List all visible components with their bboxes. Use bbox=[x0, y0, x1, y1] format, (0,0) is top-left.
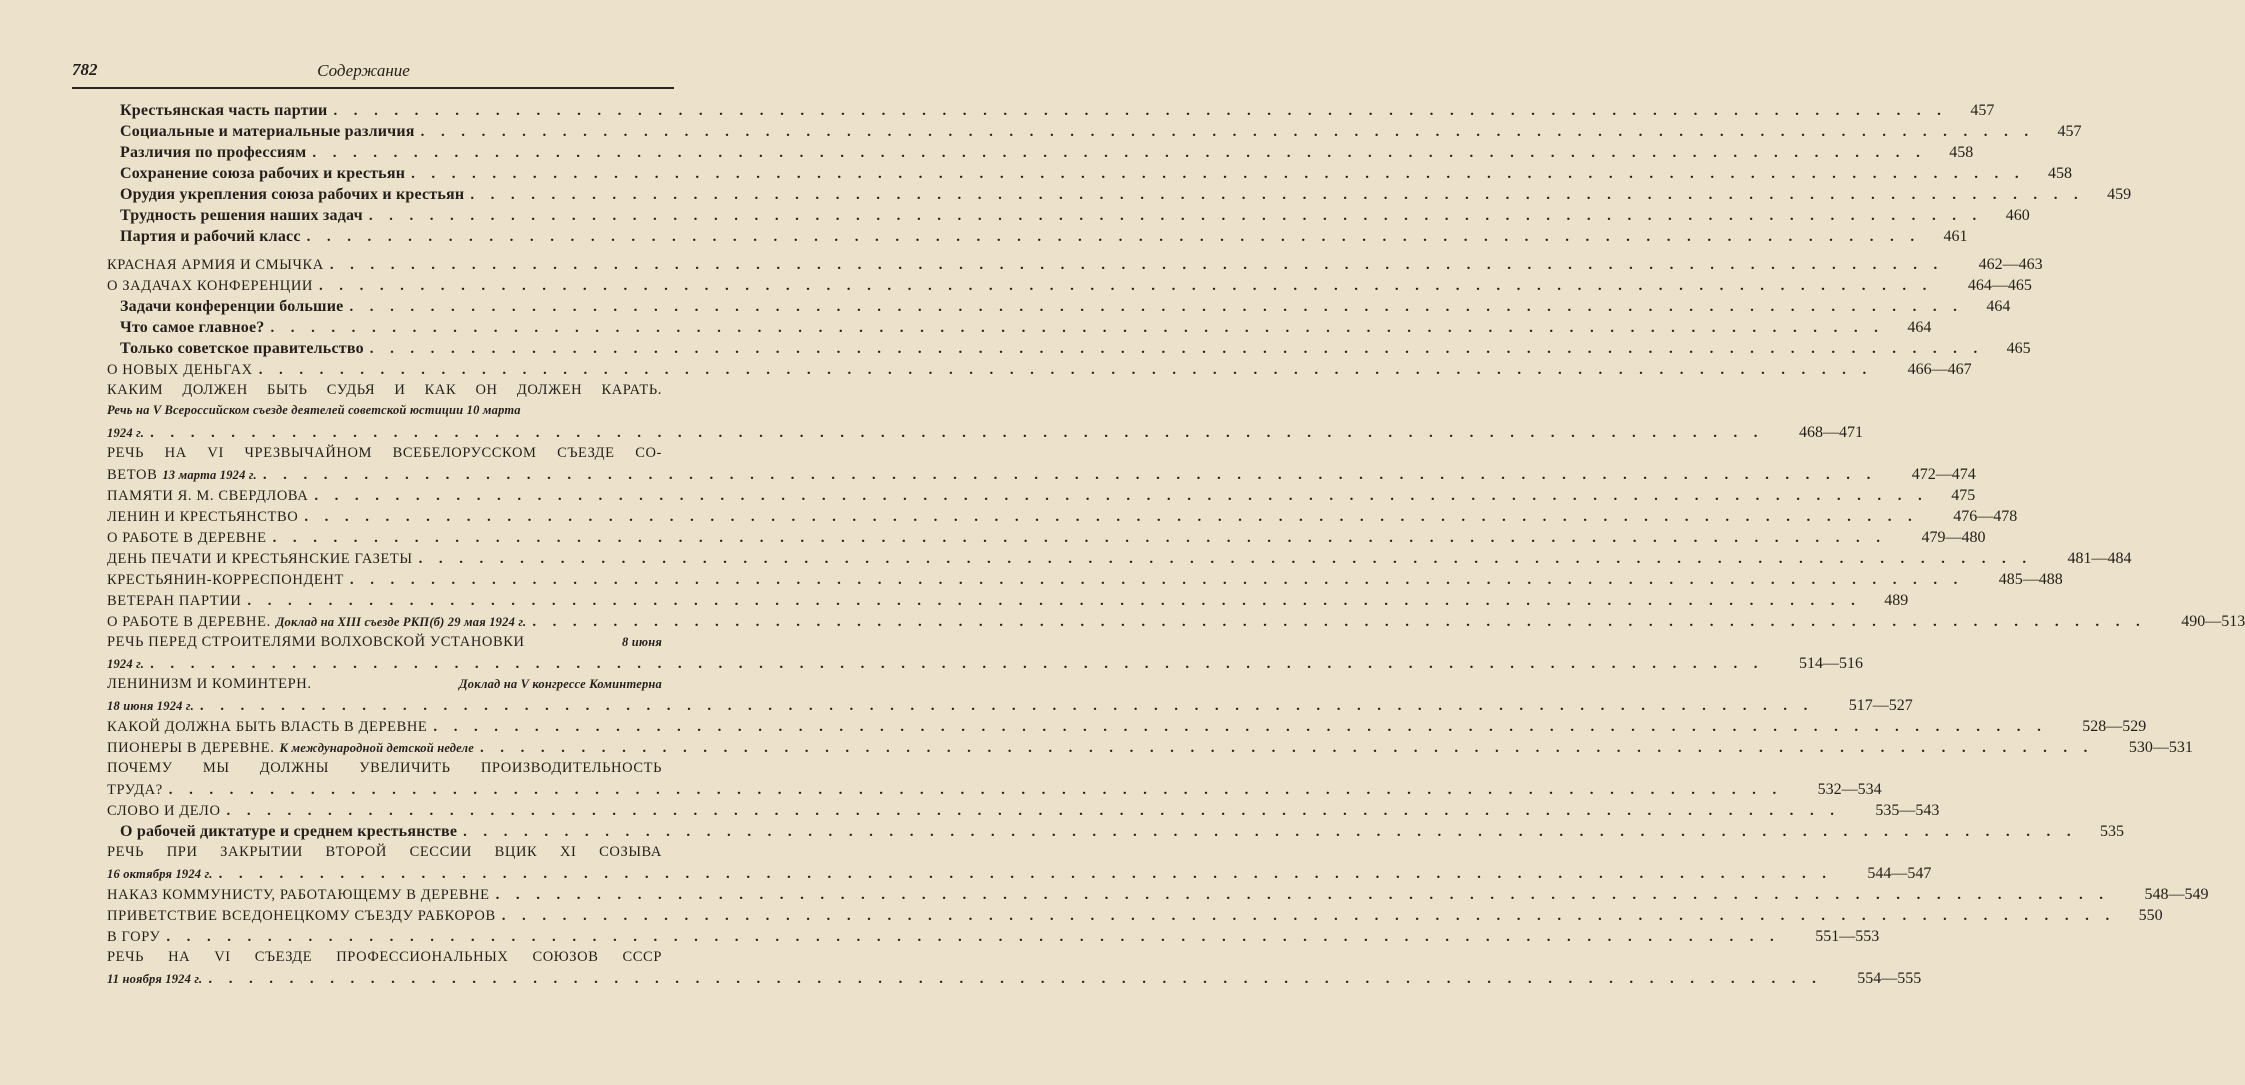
entry-title: РЕЧЬ ПРИ ЗАКРЫТИИ ВТОРОЙ СЕССИИ ВЦИК XI СОЗЫВА bbox=[107, 844, 662, 860]
toc-entry-line bbox=[107, 361, 1972, 382]
toc-entry-line bbox=[107, 298, 2011, 319]
leader-dots: . . . . . . . . . . . . . . . . . . . . . . . . . . . . . . . . . . . . . . . . . . . . . . . . . . . . . . . . . . . . . . . . . . . . . . . . . . . . . . . . bbox=[411, 166, 2025, 182]
entry-pages: 517—527 bbox=[1848, 697, 1913, 714]
toc-entry-line bbox=[107, 207, 2030, 228]
toc-entry[interactable] bbox=[107, 228, 1968, 249]
entry-pages: 472—474 bbox=[1911, 466, 1976, 483]
toc-entry-line bbox=[107, 571, 2063, 592]
page-number: 782 bbox=[72, 60, 98, 79]
leader-dots: . . . . . . . . . . . . . . . . . . . . . . . . . . . . . . . . . . . . . . . . . . . . . . . . . . . . . . . . . . . . . . . . . . . . . . . . . . . . . . . . bbox=[226, 803, 1841, 819]
entry-title: ВЕТОВ bbox=[107, 467, 158, 483]
leader-dots: . . . . . . . . . . . . . . . . . . . . . . . . . . . . . . . . . . . . . . . . . . . . . . . . . . . . . . . . . . . . . . . . . . . . . . . . . . . . . . . . bbox=[262, 467, 1877, 483]
toc-entry[interactable] bbox=[107, 760, 1882, 802]
toc-entry-line bbox=[107, 907, 2163, 928]
leader-dots: . . . . . . . . . . . . . . . . . . . . . . . . . . . . . . . . . . . . . . . . . . . . . . . . . . . . . . . . . . . . . . . . . . . . . . . . . . . . . . . . bbox=[150, 656, 1764, 672]
entry-title: ПИОНЕРЫ В ДЕРЕВНЕ. bbox=[107, 740, 275, 756]
toc-entry[interactable] bbox=[107, 802, 1940, 823]
entry-pages: 514—516 bbox=[1798, 655, 1863, 672]
toc-entry-line bbox=[107, 466, 1976, 487]
leader-dots: . . . . . . . . . . . . . . . . . . . . . . . . . . . . . . . . . . . . . . . . . . . . . . . . . . . . . . . . . . . . . . . . . . . . . . . . . . . . . . . . bbox=[270, 320, 1885, 336]
leader-dots: . . . . . . . . . . . . . . . . . . . . . . . . . . . . . . . . . . . . . . . . . . . . . . . . . . . . . . . . . . . . . . . . . . . . . . . . . . . . . . . . bbox=[329, 257, 1944, 273]
entry-pages: 530—531 bbox=[2128, 739, 2193, 756]
leader-dots: . . . . . . . . . . . . . . . . . . . . . . . . . . . . . . . . . . . . . . . . . . . . . . . . . . . . . . . . . . . . . . . . . . . . . . . . . . . . . . . . bbox=[501, 908, 2116, 924]
leader-dots: . . . . . . . . . . . . . . . . . . . . . . . . . . . . . . . . . . . . . . . . . . . . . . . . . . . . . . . . . . . . . . . . . . . . . . . . . . . . . . . . bbox=[312, 145, 1927, 161]
toc-entry-line bbox=[107, 760, 662, 781]
entry-title: ТРУДА? bbox=[107, 782, 163, 798]
toc-entry-line bbox=[107, 718, 2147, 739]
toc-entry[interactable] bbox=[107, 144, 1974, 165]
leader-dots: . . . . . . . . . . . . . . . . . . . . . . . . . . . . . . . . . . . . . . . . . . . . . . . . . . . . . . . . . . . . . . . . . . . . . . . . . . . . . . . . bbox=[532, 614, 2147, 630]
toc-entry-line bbox=[107, 823, 2124, 844]
entry-pages: 550 bbox=[2138, 907, 2163, 924]
toc-entry[interactable] bbox=[107, 340, 2031, 361]
entry-pages: 475 bbox=[1951, 487, 1976, 504]
toc-entry-line bbox=[107, 949, 662, 970]
entry-note: К международной детской неделе bbox=[279, 741, 474, 755]
toc-entry[interactable] bbox=[107, 571, 2063, 592]
toc-entry-line bbox=[107, 256, 2043, 277]
leader-dots: . . . . . . . . . . . . . . . . . . . . . . . . . . . . . . . . . . . . . . . . . . . . . . . . . . . . . . . . . . . . . . . . . . . . . . . . . . . . . . . . bbox=[258, 362, 1873, 378]
toc-entry[interactable] bbox=[107, 634, 1863, 676]
entry-title: Задачи конференции большие bbox=[120, 298, 344, 315]
toc-entry[interactable] bbox=[107, 718, 2147, 739]
leader-dots: . . . . . . . . . . . . . . . . . . . . . . . . . . . . . . . . . . . . . . . . . . . . . . . . . . . . . . . . . . . . . . . . . . . . . . . . . . . . . . . . bbox=[349, 572, 1964, 588]
leader-dots: . . . . . . . . . . . . . . . . . . . . . . . . . . . . . . . . . . . . . . . . . . . . . . . . . . . . . . . . . . . . . . . . . . . . . . . . . . . . . . . . bbox=[418, 551, 2033, 567]
leader-dots: . . . . . . . . . . . . . . . . . . . . . . . . . . . . . . . . . . . . . . . . . . . . . . . . . . . . . . . . . . . . . . . . . . . . . . . . . . . . . . . . bbox=[208, 971, 1823, 987]
leader-dots: . . . . . . . . . . . . . . . . . . . . . . . . . . . . . . . . . . . . . . . . . . . . . . . . . . . . . . . . . . . . . . . . . . . . . . . . . . . . . . . . bbox=[333, 103, 1948, 119]
entry-title: О РАБОТЕ В ДЕРЕВНЕ bbox=[107, 530, 267, 546]
toc-entry-line bbox=[107, 592, 1909, 613]
entry-note: Доклад на V конгрессе Коминтерна bbox=[459, 677, 662, 691]
toc-entry-line bbox=[107, 802, 1940, 823]
leader-dots: . . . . . . . . . . . . . . . . . . . . . . . . . . . . . . . . . . . . . . . . . . . . . . . . . . . . . . . . . . . . . . . . . . . . . . . . . . . . . . . . bbox=[247, 593, 1862, 609]
toc-entry[interactable] bbox=[107, 676, 1913, 718]
entry-title: ЛЕНИНИЗМ И КОМИНТЕРН. bbox=[107, 676, 312, 692]
entry-pages: 458 bbox=[1949, 144, 1974, 161]
toc-entry[interactable] bbox=[107, 508, 2018, 529]
entry-title: Крестьянская часть партии bbox=[120, 102, 328, 119]
entry-note: 1924 г. bbox=[107, 657, 145, 671]
toc-entry[interactable] bbox=[107, 165, 2072, 186]
leader-dots: . . . . . . . . . . . . . . . . . . . . . . . . . . . . . . . . . . . . . . . . . . . . . . . . . . . . . . . . . . . . . . . . . . . . . . . . . . . . . . . . bbox=[368, 208, 1983, 224]
toc-entry-line bbox=[107, 319, 1932, 340]
entry-title: Что самое главное? bbox=[120, 319, 265, 336]
leader-dots: . . . . . . . . . . . . . . . . . . . . . . . . . . . . . . . . . . . . . . . . . . . . . . . . . . . . . . . . . . . . . . . . . . . . . . . . . . . . . . . . bbox=[150, 425, 1764, 441]
leader-dots: . . . . . . . . . . . . . . . . . . . . . . . . . . . . . . . . . . . . . . . . . . . . . . . . . . . . . . . . . . . . . . . . . . . . . . . . . . . . . . . . bbox=[433, 719, 2048, 735]
leader-dots: . . . . . . . . . . . . . . . . . . . . . . . . . . . . . . . . . . . . . . . . . . . . . . . . . . . . . . . . . . . . . . . . . . . . . . . . . . . . . . . . bbox=[318, 278, 1933, 294]
toc-entry[interactable] bbox=[107, 928, 1880, 949]
entry-note: 18 июня 1924 г. bbox=[107, 699, 194, 713]
entry-pages: 551—553 bbox=[1815, 928, 1880, 945]
entry-title: Сохранение союза рабочих и крестьян bbox=[120, 165, 406, 182]
toc-entry-line bbox=[107, 676, 662, 697]
toc-entry-line bbox=[107, 655, 1863, 676]
entry-title: В ГОРУ bbox=[107, 929, 161, 945]
entry-title: Партия и рабочий класс bbox=[120, 228, 301, 245]
entry-pages: 535—543 bbox=[1875, 802, 1940, 819]
entry-title: КРЕСТЬЯНИН-КОРРЕСПОНДЕНТ bbox=[107, 572, 344, 588]
entry-title: ПАМЯТИ Я. М. СВЕРДЛОВА bbox=[107, 488, 309, 504]
toc-entry-line bbox=[107, 102, 1995, 123]
toc-entry[interactable] bbox=[107, 445, 1976, 487]
toc-entry-line bbox=[107, 186, 2132, 207]
leader-dots: . . . . . . . . . . . . . . . . . . . . . . . . . . . . . . . . . . . . . . . . . . . . . . . . . . . . . . . . . . . . . . . . . . . . . . . . . . . . . . . . bbox=[420, 124, 2035, 140]
entry-note: 11 ноября 1924 г. bbox=[107, 972, 203, 986]
entry-pages: 464—465 bbox=[1967, 277, 2032, 294]
entry-note: Речь на V Всероссийском съезде деятелей советской юстиции 10 марта bbox=[107, 403, 521, 417]
toc-entry[interactable] bbox=[107, 739, 2193, 760]
toc-entry[interactable] bbox=[107, 529, 1986, 550]
toc-entry[interactable] bbox=[107, 361, 1972, 382]
entry-title: Различия по профессиям bbox=[120, 144, 307, 161]
entry-title: Социальные и материальные различия bbox=[120, 123, 415, 140]
entry-title: Орудия укрепления союза рабочих и крестьян bbox=[120, 186, 465, 203]
entry-title: Трудность решения наших задач bbox=[120, 207, 363, 224]
toc-entry-line bbox=[107, 340, 2031, 361]
entry-pages: 465 bbox=[2006, 340, 2031, 357]
toc-entry-line bbox=[107, 508, 2018, 529]
leader-dots: . . . . . . . . . . . . . . . . . . . . . . . . . . . . . . . . . . . . . . . . . . . . . . . . . . . . . . . . . . . . . . . . . . . . . . . . . . . . . . . . bbox=[304, 509, 1919, 525]
toc-entry-line bbox=[107, 739, 2193, 760]
entry-title: КРАСНАЯ АРМИЯ И СМЫЧКА bbox=[107, 257, 324, 273]
entry-pages: 532—534 bbox=[1817, 781, 1882, 798]
leader-dots: . . . . . . . . . . . . . . . . . . . . . . . . . . . . . . . . . . . . . . . . . . . . . . . . . . . . . . . . . . . . . . . . . . . . . . . . . . . . . . . . bbox=[218, 866, 1833, 882]
header-rule bbox=[72, 87, 674, 89]
toc-entry[interactable] bbox=[107, 907, 2163, 928]
toc-entry-line bbox=[107, 613, 2245, 634]
toc-entry[interactable] bbox=[107, 123, 2082, 144]
entry-note: 16 октября 1924 г. bbox=[107, 867, 213, 881]
toc-entry[interactable] bbox=[107, 550, 2132, 571]
toc-entry[interactable] bbox=[107, 844, 1932, 886]
entry-title: О НОВЫХ ДЕНЬГАХ bbox=[107, 362, 253, 378]
toc-entry-line bbox=[107, 928, 1880, 949]
entry-pages: 490—513 bbox=[2181, 613, 2245, 630]
entry-note: 8 июня bbox=[621, 635, 662, 649]
toc-entry[interactable] bbox=[107, 613, 2245, 634]
entry-pages: 460 bbox=[2005, 207, 2030, 224]
leader-dots: . . . . . . . . . . . . . . . . . . . . . . . . . . . . . . . . . . . . . . . . . . . . . . . . . . . . . . . . . . . . . . . . . . . . . . . . . . . . . . . . bbox=[272, 530, 1887, 546]
leader-dots: . . . . . . . . . . . . . . . . . . . . . . . . . . . . . . . . . . . . . . . . . . . . . . . . . . . . . . . . . . . . . . . . . . . . . . . . . . . . . . . . bbox=[470, 187, 2085, 203]
entry-title: Только советское правительство bbox=[120, 340, 364, 357]
leader-dots: . . . . . . . . . . . . . . . . . . . . . . . . . . . . . . . . . . . . . . . . . . . . . . . . . . . . . . . . . . . . . . . . . . . . . . . . . . . . . . . . bbox=[166, 929, 1781, 945]
leader-dots: . . . . . . . . . . . . . . . . . . . . . . . . . . . . . . . . . . . . . . . . . . . . . . . . . . . . . . . . . . . . . . . . . . . . . . . . . . . . . . . . bbox=[349, 299, 1964, 315]
entry-title: НАКАЗ КОММУНИСТУ, РАБОТАЮЩЕМУ В ДЕРЕВНЕ bbox=[107, 887, 490, 903]
toc-entry-line bbox=[107, 403, 662, 424]
leader-dots: . . . . . . . . . . . . . . . . . . . . . . . . . . . . . . . . . . . . . . . . . . . . . . . . . . . . . . . . . . . . . . . . . . . . . . . . . . . . . . . . bbox=[495, 887, 2110, 903]
entry-title: ПРИВЕТСТВИЕ ВСЕДОНЕЦКОМУ СЪЕЗДУ РАБКОРОВ bbox=[107, 908, 496, 924]
entry-title: РЕЧЬ ПЕРЕД СТРОИТЕЛЯМИ ВОЛХОВСКОЙ УСТАНОВКИ bbox=[107, 634, 525, 650]
entry-pages: 481—484 bbox=[2067, 550, 2132, 567]
running-title: Содержание bbox=[317, 61, 410, 80]
toc-entry[interactable] bbox=[107, 592, 1909, 613]
leader-dots: . . . . . . . . . . . . . . . . . . . . . . . . . . . . . . . . . . . . . . . . . . . . . . . . . . . . . . . . . . . . . . . . . . . . . . . . . . . . . . . . bbox=[314, 488, 1929, 504]
toc-entry[interactable] bbox=[107, 102, 1995, 123]
entry-note: 13 марта 1924 г. bbox=[162, 468, 257, 482]
toc-entry-line bbox=[107, 277, 2032, 298]
toc-entry[interactable] bbox=[107, 487, 1976, 508]
toc-entry-line bbox=[107, 123, 2082, 144]
entry-title: РЕЧЬ НА VI ЧРЕЗВЫЧАЙНОМ ВСЕБЕЛОРУССКОМ СЪЕЗДЕ СО- bbox=[107, 445, 662, 461]
entry-title: О ЗАДАЧАХ КОНФЕРЕНЦИИ bbox=[107, 278, 313, 294]
leader-dots: . . . . . . . . . . . . . . . . . . . . . . . . . . . . . . . . . . . . . . . . . . . . . . . . . . . . . . . . . . . . . . . . . . . . . . . . . . . . . . . . bbox=[306, 229, 1921, 245]
toc-entry-line bbox=[107, 865, 1932, 886]
toc-entry-line bbox=[107, 634, 662, 655]
toc-entry-line bbox=[107, 550, 2132, 571]
entry-pages: 461 bbox=[1943, 228, 1968, 245]
entry-title: КАКИМ ДОЛЖЕН БЫТЬ СУДЬЯ И КАК ОН ДОЛЖЕН КАРАТЬ. bbox=[107, 382, 662, 398]
leader-dots: . . . . . . . . . . . . . . . . . . . . . . . . . . . . . . . . . . . . . . . . . . . . . . . . . . . . . . . . . . . . . . . . . . . . . . . . . . . . . . . . bbox=[479, 740, 2094, 756]
entry-pages: 466—467 bbox=[1907, 361, 1972, 378]
toc-entry[interactable] bbox=[107, 319, 1932, 340]
toc-entry[interactable] bbox=[107, 886, 2209, 907]
leader-dots: . . . . . . . . . . . . . . . . . . . . . . . . . . . . . . . . . . . . . . . . . . . . . . . . . . . . . . . . . . . . . . . . . . . . . . . . . . . . . . . . bbox=[369, 341, 1984, 357]
entry-pages: 554—555 bbox=[1857, 970, 1922, 987]
toc-entry[interactable] bbox=[107, 207, 2030, 228]
entry-pages: 464 bbox=[1907, 319, 1932, 336]
entry-pages: 548—549 bbox=[2144, 886, 2209, 903]
toc-entry-line bbox=[107, 844, 662, 865]
toc-entry[interactable] bbox=[107, 298, 2011, 319]
toc-entry-line bbox=[107, 970, 1922, 991]
entry-title: СЛОВО И ДЕЛО bbox=[107, 803, 221, 819]
toc-entry[interactable] bbox=[107, 256, 2043, 277]
toc-entry-line bbox=[107, 529, 1986, 550]
entry-pages: 468—471 bbox=[1798, 424, 1863, 441]
toc-entry-line bbox=[107, 886, 2209, 907]
toc-entry-line bbox=[107, 165, 2072, 186]
entry-pages: 476—478 bbox=[1953, 508, 2018, 525]
entry-pages: 489 bbox=[1884, 592, 1909, 609]
entry-title: РЕЧЬ НА VI СЪЕЗДЕ ПРОФЕССИОНАЛЬНЫХ СОЮЗОВ СССР bbox=[107, 949, 662, 965]
toc-entry[interactable] bbox=[107, 277, 2032, 298]
entry-pages: 462—463 bbox=[1978, 256, 2043, 273]
toc-entry-line bbox=[107, 697, 1913, 718]
entry-pages: 479—480 bbox=[1921, 529, 1986, 546]
entry-pages: 458 bbox=[2047, 165, 2072, 182]
leader-dots: . . . . . . . . . . . . . . . . . . . . . . . . . . . . . . . . . . . . . . . . . . . . . . . . . . . . . . . . . . . . . . . . . . . . . . . . . . . . . . . . bbox=[463, 824, 2077, 840]
entry-title: КАКОЙ ДОЛЖНА БЫТЬ ВЛАСТЬ В ДЕРЕВНЕ bbox=[107, 719, 428, 735]
entry-note: Доклад на XIII съезде РКП(б) 29 мая 1924 г. bbox=[275, 615, 527, 629]
entry-pages: 528—529 bbox=[2082, 718, 2147, 735]
toc-entry-line bbox=[107, 144, 1974, 165]
entry-pages: 464 bbox=[1986, 298, 2011, 315]
entry-pages: 457 bbox=[2057, 123, 2082, 140]
toc-entry-line bbox=[107, 781, 1882, 802]
entry-title: ЛЕНИН И КРЕСТЬЯНСТВО bbox=[107, 509, 299, 525]
toc-entry[interactable] bbox=[107, 186, 2132, 207]
toc-entry-line bbox=[107, 487, 1976, 508]
toc-entry[interactable] bbox=[107, 382, 1863, 445]
toc-entry[interactable] bbox=[107, 949, 1922, 991]
entry-title: О рабочей диктатуре и среднем крестьянстве bbox=[120, 823, 458, 840]
leader-dots: . . . . . . . . . . . . . . . . . . . . . . . . . . . . . . . . . . . . . . . . . . . . . . . . . . . . . . . . . . . . . . . . . . . . . . . . . . . . . . . . bbox=[199, 698, 1814, 714]
toc-entry-line bbox=[107, 445, 662, 466]
entry-pages: 485—488 bbox=[1998, 571, 2063, 588]
toc-entry-line bbox=[107, 424, 1863, 445]
entry-pages: 457 bbox=[1970, 102, 1995, 119]
entry-title: ДЕНЬ ПЕЧАТИ И КРЕСТЬЯНСКИЕ ГАЗЕТЫ bbox=[107, 551, 413, 567]
entry-title: О РАБОТЕ В ДЕРЕВНЕ. bbox=[107, 614, 271, 630]
entry-pages: 544—547 bbox=[1867, 865, 1932, 882]
toc-entry[interactable] bbox=[107, 823, 2124, 844]
toc-entry-line bbox=[107, 382, 662, 403]
leader-dots: . . . . . . . . . . . . . . . . . . . . . . . . . . . . . . . . . . . . . . . . . . . . . . . . . . . . . . . . . . . . . . . . . . . . . . . . . . . . . . . . bbox=[168, 782, 1783, 798]
entry-note: 1924 г. bbox=[107, 426, 145, 440]
entry-title: ВЕТЕРАН ПАРТИИ bbox=[107, 593, 242, 609]
entry-pages: 459 bbox=[2107, 186, 2132, 203]
entry-pages: 535 bbox=[2099, 823, 2124, 840]
entry-title: ПОЧЕМУ МЫ ДОЛЖНЫ УВЕЛИЧИТЬ ПРОИЗВОДИТЕЛЬНОСТЬ bbox=[107, 760, 662, 776]
toc-entry-line bbox=[107, 228, 1968, 249]
